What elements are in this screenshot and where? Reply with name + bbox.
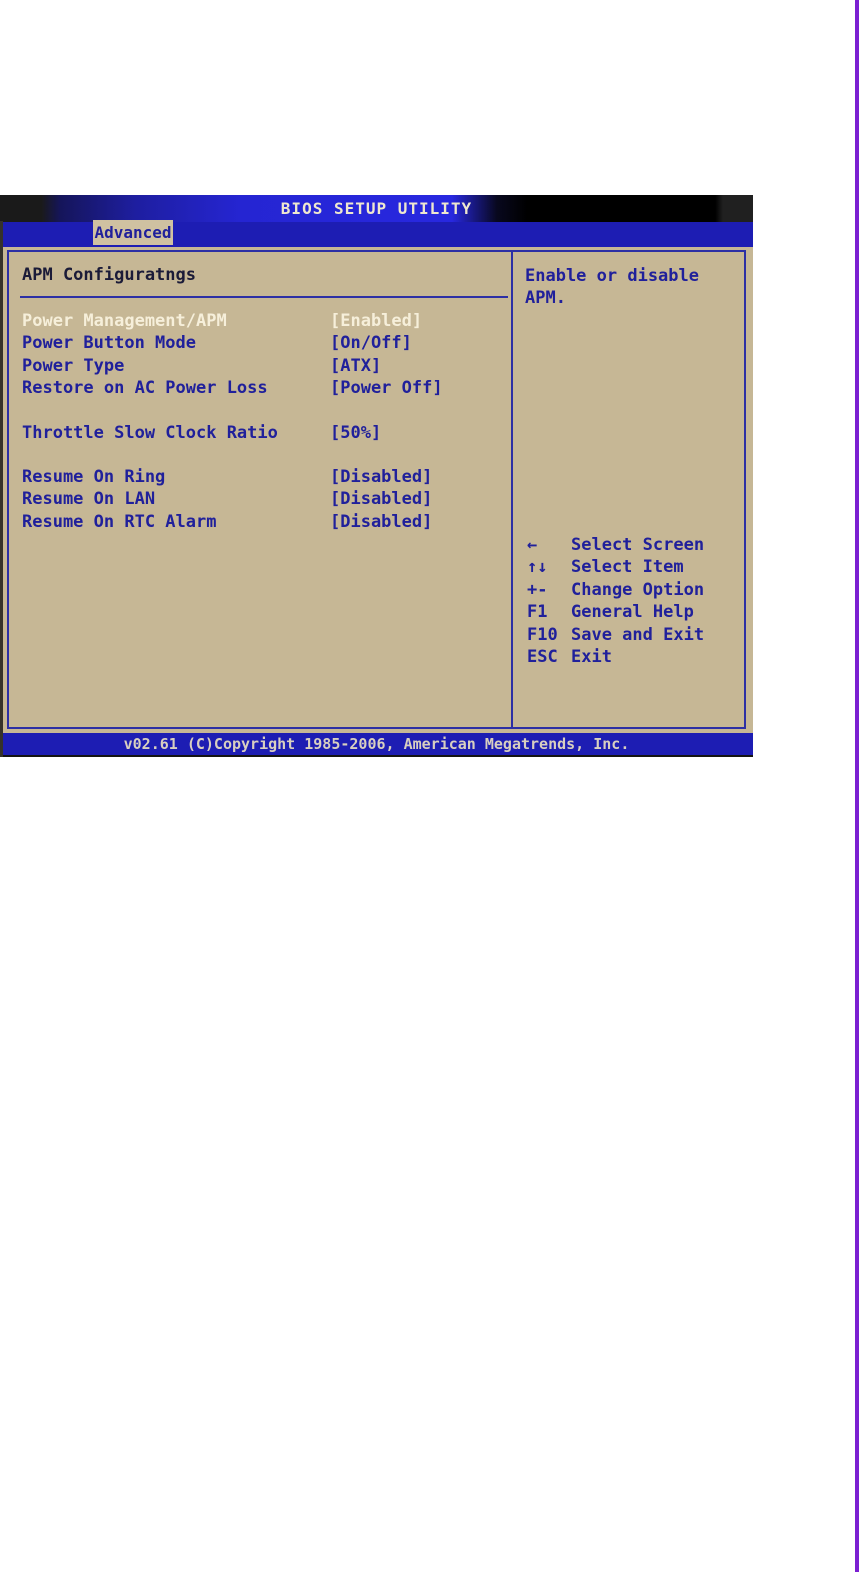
setting-row[interactable] bbox=[0, 511, 511, 533]
title-bar bbox=[0, 195, 753, 222]
setting-row[interactable] bbox=[0, 377, 511, 399]
bios-setup-window bbox=[0, 195, 753, 757]
setting-value[interactable]: [Disabled] bbox=[330, 466, 433, 487]
window-left-edge bbox=[0, 221, 3, 757]
setting-row[interactable] bbox=[0, 422, 511, 444]
key-name: +- bbox=[527, 579, 548, 600]
key-legend-row bbox=[527, 556, 704, 578]
setting-label: Resume On LAN bbox=[22, 489, 156, 510]
key-name: F1 bbox=[527, 602, 548, 623]
page-right-edge-line bbox=[855, 0, 859, 1572]
setting-row[interactable] bbox=[0, 310, 511, 332]
setting-label: Throttle Slow Clock Ratio bbox=[22, 422, 278, 443]
setting-row[interactable] bbox=[0, 466, 511, 488]
setting-value[interactable]: [Enabled] bbox=[330, 311, 423, 331]
key-action-label: Select Item bbox=[571, 557, 684, 578]
setting-value[interactable]: [On/Off] bbox=[330, 333, 412, 354]
key-legend bbox=[527, 534, 704, 668]
key-name: ESC bbox=[527, 646, 558, 667]
key-action-label: Exit bbox=[571, 646, 612, 667]
window-title: BIOS SETUP UTILITY bbox=[280, 199, 473, 218]
section-heading: APM Configuratngs bbox=[22, 265, 196, 285]
key-name: F10 bbox=[527, 624, 558, 645]
help-description-line: Enable or disable bbox=[525, 266, 699, 286]
setting-row[interactable] bbox=[0, 355, 511, 377]
key-legend-row bbox=[527, 624, 704, 646]
status-bar bbox=[0, 733, 753, 757]
copyright-text: v02.61 (C)Copyright 1985-2006, American Megatrends, Inc. bbox=[123, 735, 630, 753]
key-action-label: General Help bbox=[571, 602, 694, 623]
help-description bbox=[525, 265, 699, 310]
setting-label: Power Management/APM bbox=[22, 311, 227, 331]
setting-value[interactable]: [ATX] bbox=[330, 355, 382, 376]
tab-advanced[interactable]: Advanced bbox=[93, 220, 173, 245]
heading-rule bbox=[20, 296, 508, 298]
key-action-label: Save and Exit bbox=[571, 624, 705, 645]
setting-label: Restore on AC Power Loss bbox=[22, 378, 268, 399]
setting-value[interactable]: [Disabled] bbox=[330, 489, 433, 510]
key-legend-row bbox=[527, 579, 704, 601]
help-description-line: APM. bbox=[525, 288, 566, 309]
setting-label: Power Type bbox=[22, 355, 125, 376]
key-name: ↑↓ bbox=[527, 557, 548, 578]
bios-body bbox=[0, 247, 753, 733]
setting-label: Resume On Ring bbox=[22, 466, 166, 487]
setting-row[interactable] bbox=[0, 332, 511, 354]
key-name: ← bbox=[527, 535, 538, 555]
panel-divider bbox=[511, 250, 513, 729]
key-legend-row bbox=[527, 534, 704, 556]
menu-bar bbox=[0, 222, 753, 247]
setting-label: Power Button Mode bbox=[22, 333, 196, 354]
key-action-label: Change Option bbox=[571, 579, 705, 600]
settings-list bbox=[0, 310, 511, 533]
setting-value[interactable]: [50%] bbox=[330, 422, 382, 443]
setting-label: Resume On RTC Alarm bbox=[22, 511, 217, 532]
key-legend-row bbox=[527, 646, 704, 668]
key-legend-row bbox=[527, 601, 704, 623]
setting-value[interactable]: [Disabled] bbox=[330, 511, 433, 532]
setting-value[interactable]: [Power Off] bbox=[330, 378, 443, 399]
key-action-label: Select Screen bbox=[571, 535, 705, 555]
setting-row[interactable] bbox=[0, 488, 511, 510]
